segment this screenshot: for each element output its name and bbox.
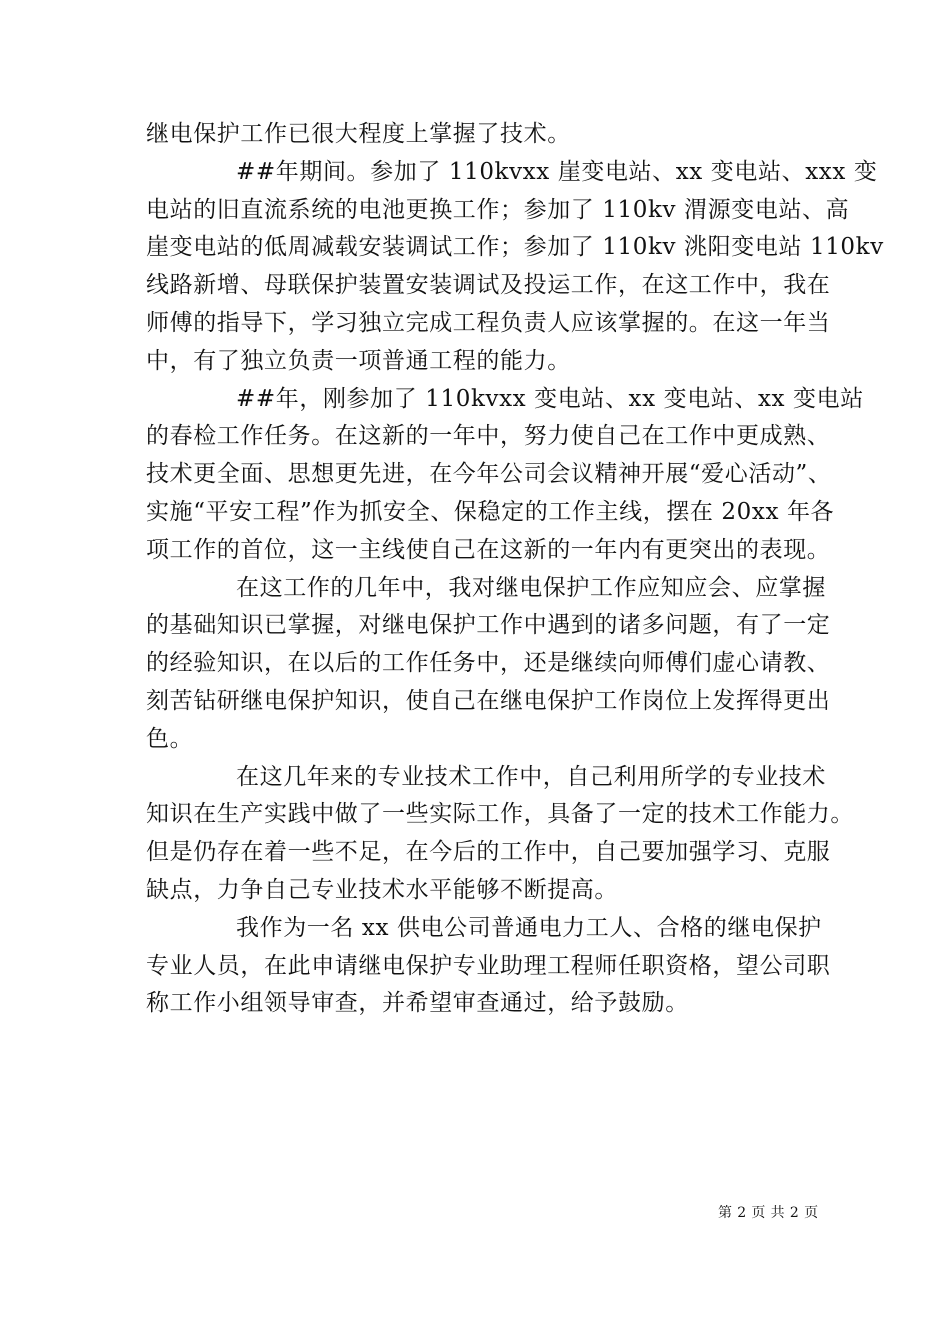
- text-line: 师傅的指导下，学习独立完成工程负责人应该掌握的。在这一年当: [146, 309, 831, 336]
- text-line: 电站的旧直流系统的电池更换工作；参加了 110kv 渭源变电站、高: [146, 196, 850, 223]
- text-line: 在这几年来的专业技术工作中，自己利用所学的专业技术: [236, 763, 826, 790]
- text-line: 刻苦钻研继电保护知识，使自己在继电保护工作岗位上发挥得更出: [146, 687, 831, 714]
- page-number: 第 2 页 共 2 页: [718, 1205, 819, 1221]
- text-line: 的春检工作任务。在这新的一年中，努力使自己在工作中更成熟、: [146, 423, 831, 450]
- text-line: 的经验知识，在以后的工作任务中，还是继续向师傅们虚心请教、: [146, 650, 831, 677]
- text-line: ##年期间。参加了 110kvxx 崖变电站、xx 变电站、xxx 变: [236, 158, 878, 185]
- text-line: 我作为一名 xx 供电公司普通电力工人、合格的继电保护: [236, 914, 822, 941]
- paragraph-6: [146, 910, 831, 1023]
- paragraph-2: [146, 154, 884, 381]
- text-line: 称工作小组领导审查，并希望审查通过，给予鼓励。: [146, 990, 689, 1017]
- text-line: 色。: [146, 725, 194, 752]
- document-body: [146, 116, 884, 1023]
- text-line: 但是仍存在着一些不足，在今后的工作中，自己要加强学习、克服: [146, 839, 831, 866]
- text-line: 项工作的首位，这一主线使自己在这新的一年内有更突出的表现。: [146, 536, 831, 563]
- text-line: 技术更全面、思想更先进，在今年公司会议精神开展“爱心活动”、: [146, 461, 832, 488]
- paragraph-5: [146, 759, 854, 910]
- text-line: 中，有了独立负责一项普通工程的能力。: [146, 347, 571, 374]
- text-line: 在这工作的几年中，我对继电保护工作应知应会、应掌握: [236, 574, 826, 601]
- paragraph-1: [146, 116, 810, 154]
- text-line: 实施“平安工程”作为抓安全、保稳定的工作主线，摆在 20xx 年各: [146, 498, 835, 525]
- paragraph-4: [146, 570, 831, 759]
- text-line: 专业人员，在此申请继电保护专业助理工程师任职资格，望公司职: [146, 952, 831, 979]
- text-line: 崖变电站的低周减载安装调试工作；参加了 110kv 洮阳变电站 110kv: [146, 234, 884, 261]
- text-line: ##年，刚参加了 110kvxx 变电站、xx 变电站、xx 变电站: [236, 385, 864, 412]
- text-line: 继电保护工作已很大程度上掌握了技术。: [146, 121, 571, 147]
- text-line: 线路新增、母联保护装置安装调试及投运工作，在这工作中，我在: [146, 272, 831, 299]
- paragraph-3: [146, 381, 864, 570]
- text-line: 知识在生产实践中做了一些实际工作，具备了一定的技术工作能力。: [146, 801, 854, 828]
- text-line: 缺点，力争自己专业技术水平能够不断提高。: [146, 876, 618, 903]
- text-line: 的基础知识已掌握，对继电保护工作中遇到的诸多问题，有了一定: [146, 612, 831, 639]
